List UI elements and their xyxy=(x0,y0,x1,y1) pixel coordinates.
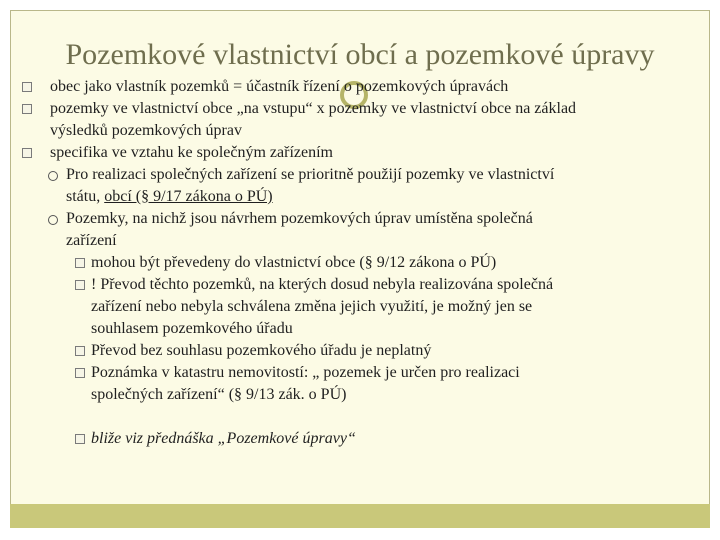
square-bullet-icon xyxy=(75,275,85,297)
bullet-item xyxy=(0,98,720,120)
square-bullet-icon xyxy=(22,77,32,99)
sub-sub-bullet-text: společných zařízení“ (§ 9/13 zák. o PÚ) xyxy=(91,386,347,403)
sub-bullet-item xyxy=(0,208,720,230)
sub-sub-bullet-text: Převod bez souhlasu pozemkového úřadu je neplatný xyxy=(91,342,432,359)
sub-bullet-continuation xyxy=(0,186,720,208)
sub-sub-bullet-continuation xyxy=(0,296,720,318)
sub-sub-bullet-text: souhlasem pozemkového úřadu xyxy=(91,320,293,337)
bullet-text: pozemky ve vlastnictví obce „na vstupu“ x pozemky ve vlastnictví obce na základ xyxy=(50,100,577,117)
circle-bullet-icon xyxy=(48,210,58,232)
bullet-text: obec jako vlastník pozemků = účastník řízení o pozemkových úpravách xyxy=(50,78,509,95)
sub-sub-bullet-continuation xyxy=(0,384,720,406)
square-bullet-icon xyxy=(75,341,85,363)
sub-bullet-text: státu, xyxy=(66,188,105,205)
square-bullet-icon xyxy=(22,143,32,165)
final-note xyxy=(0,428,720,450)
law-reference-link[interactable]: obcí (§ 9/17 zákona o PÚ) xyxy=(104,188,273,205)
sub-sub-bullet-continuation xyxy=(0,318,720,340)
sub-sub-bullet-item xyxy=(0,252,720,274)
bullet-text: specifika ve vztahu ke společným zařízením xyxy=(50,144,333,161)
sub-sub-bullet-text: zařízení nebo nebyla schválena změna jejich využití, je možný jen se xyxy=(91,298,533,315)
sub-sub-bullet-text: mohou být převedeny do vlastnictví obce (§ 9/12 zákona o PÚ) xyxy=(91,254,497,271)
footer-band xyxy=(10,504,710,528)
slide-content xyxy=(0,76,720,450)
sub-bullet-item xyxy=(0,164,720,186)
sub-bullet-text: Pozemky, na nichž jsou návrhem pozemkových úprav umístěna společná xyxy=(66,210,533,227)
circle-bullet-icon xyxy=(48,166,58,188)
spacer xyxy=(0,406,720,428)
square-bullet-icon xyxy=(22,99,32,121)
square-bullet-icon xyxy=(75,253,85,275)
bullet-text: výsledků pozemkových úprav xyxy=(50,122,242,139)
square-bullet-icon xyxy=(75,429,85,451)
sub-sub-bullet-text: Poznámka v katastru nemovitostí: „ pozemek je určen pro realizaci xyxy=(91,364,520,381)
bullet-continuation xyxy=(0,120,720,142)
sub-sub-bullet-text: ! Převod těchto pozemků, na kterých dosud nebyla realizována společná xyxy=(91,276,554,293)
bullet-item xyxy=(0,142,720,164)
sub-sub-bullet-item xyxy=(0,274,720,296)
square-bullet-icon xyxy=(75,363,85,385)
slide-title: Pozemkové vlastnictví obcí a pozemkové úpravy xyxy=(65,38,655,71)
sub-bullet-text: zařízení xyxy=(66,232,117,249)
sub-sub-bullet-item xyxy=(0,340,720,362)
final-note-text: bliže viz přednáška „Pozemkové úpravy“ xyxy=(91,430,356,447)
sub-bullet-text: Pro realizaci společných zařízení se prioritně použijí pozemky ve vlastnictví xyxy=(66,166,555,183)
sub-bullet-continuation xyxy=(0,230,720,252)
sub-sub-bullet-item xyxy=(0,362,720,384)
bullet-item xyxy=(0,76,720,98)
